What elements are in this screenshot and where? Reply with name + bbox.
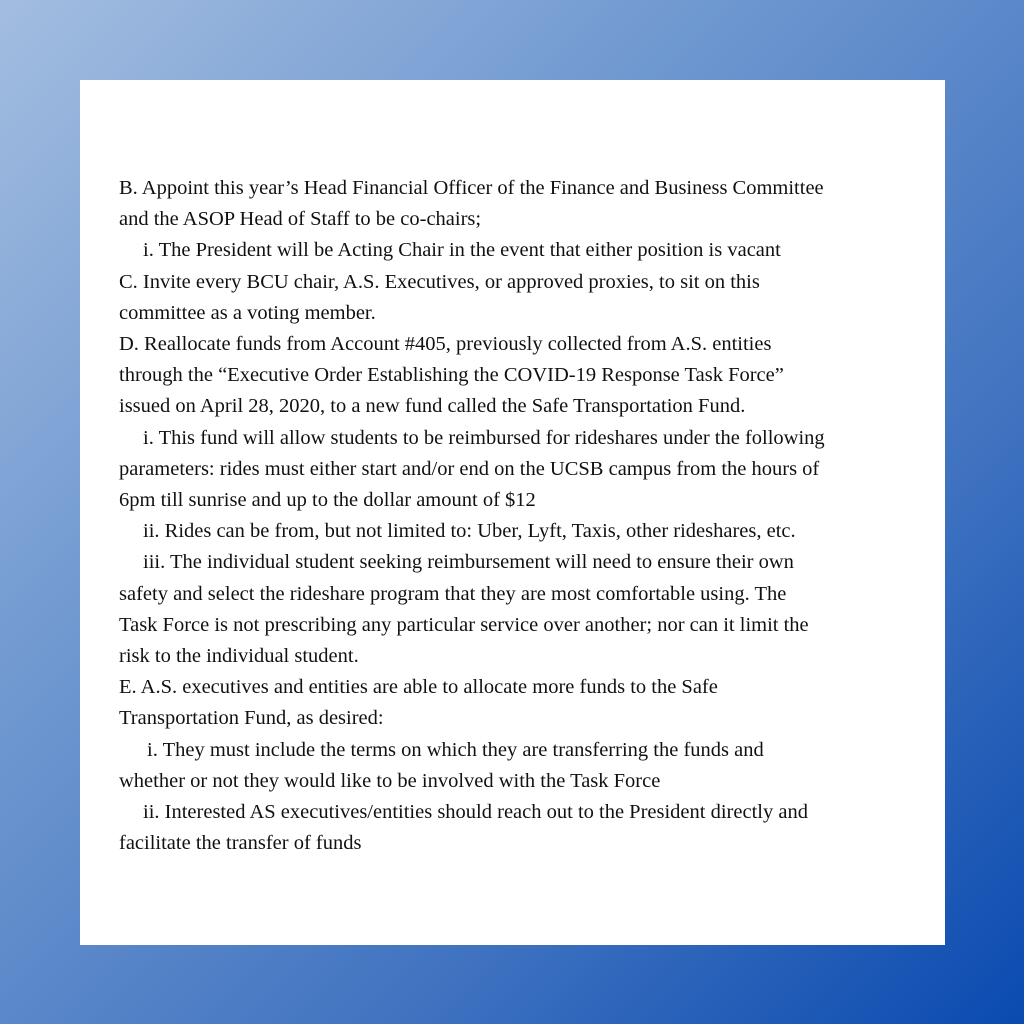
document-line: and the ASOP Head of Staff to be co-chairs; bbox=[119, 208, 482, 231]
document-line: iii. The individual student seeking reimbursement will need to ensure their own bbox=[143, 551, 794, 574]
document-line: whether or not they would like to be involved with the Task Force bbox=[119, 769, 661, 792]
document-line: through the “Executive Order Establishing the COVID-19 Response Task Force” bbox=[119, 364, 784, 387]
document-line: C. Invite every BCU chair, A.S. Executives, or approved proxies, to sit on this bbox=[119, 270, 760, 293]
document-line: i. This fund will allow students to be reimbursed for rideshares under the following bbox=[143, 426, 825, 449]
document-line: i. They must include the terms on which they are transferring the funds and bbox=[147, 738, 764, 761]
document-body bbox=[119, 173, 919, 859]
document-line: E. A.S. executives and entities are able to allocate more funds to the Safe bbox=[119, 676, 718, 699]
document-line: ii. Interested AS executives/entities should reach out to the President directly and bbox=[143, 801, 808, 824]
document-line: Task Force is not prescribing any particular service over another; nor can it limit the bbox=[119, 613, 809, 636]
document-card bbox=[80, 80, 945, 945]
document-line: issued on April 28, 2020, to a new fund called the Safe Transportation Fund. bbox=[119, 395, 746, 418]
document-line: committee as a voting member. bbox=[119, 301, 376, 324]
document-line: D. Reallocate funds from Account #405, previously collected from A.S. entities bbox=[119, 333, 772, 356]
document-line: risk to the individual student. bbox=[119, 645, 359, 668]
document-line: facilitate the transfer of funds bbox=[119, 832, 362, 855]
document-line: Transportation Fund, as desired: bbox=[119, 707, 384, 730]
document-line: ii. Rides can be from, but not limited to: Uber, Lyft, Taxis, other rideshares, etc. bbox=[143, 520, 796, 543]
document-line: safety and select the rideshare program that they are most comfortable using. The bbox=[119, 582, 787, 605]
document-line: B. Appoint this year’s Head Financial Officer of the Finance and Business Committee bbox=[119, 177, 824, 199]
document-line: parameters: rides must either start and/or end on the UCSB campus from the hours of bbox=[119, 457, 820, 480]
document-line: 6pm till sunrise and up to the dollar amount of $12 bbox=[119, 489, 536, 512]
document-line: i. The President will be Acting Chair in the event that either position is vacant bbox=[143, 239, 781, 262]
